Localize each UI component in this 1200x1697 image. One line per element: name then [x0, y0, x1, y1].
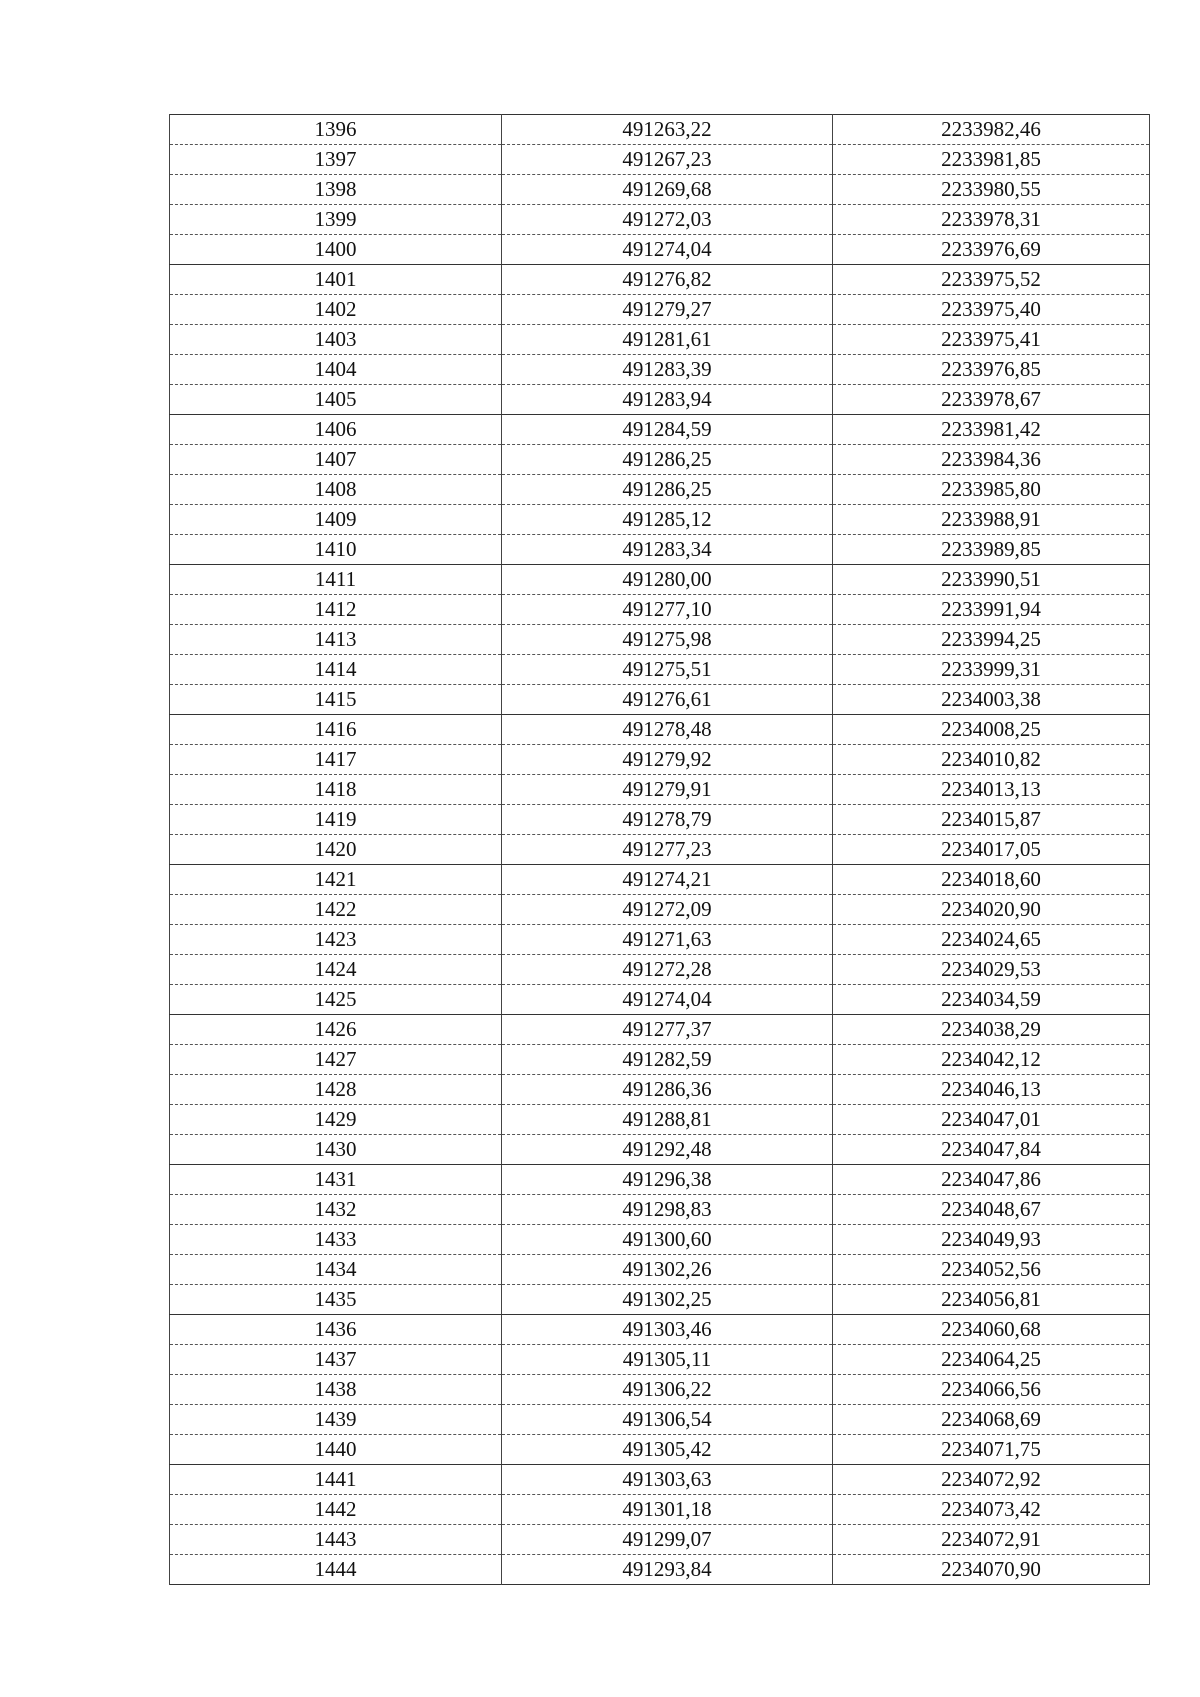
x-coordinate-cell: 491305,42 — [502, 1435, 833, 1465]
point-number-cell: 1407 — [170, 445, 502, 475]
point-number-cell: 1400 — [170, 235, 502, 265]
table-row — [170, 775, 1150, 805]
table-row — [170, 175, 1150, 205]
y-coordinate-cell: 2234017,05 — [833, 835, 1150, 865]
y-coordinate-cell: 2234066,56 — [833, 1375, 1150, 1405]
x-coordinate-cell: 491300,60 — [502, 1225, 833, 1255]
x-coordinate-cell: 491271,63 — [502, 925, 833, 955]
y-coordinate-cell: 2234071,75 — [833, 1435, 1150, 1465]
y-coordinate-cell: 2234052,56 — [833, 1255, 1150, 1285]
x-coordinate-cell: 491282,59 — [502, 1045, 833, 1075]
point-number-cell: 1406 — [170, 415, 502, 445]
y-coordinate-cell: 2233982,46 — [833, 115, 1150, 145]
x-coordinate-cell: 491293,84 — [502, 1555, 833, 1585]
table-row — [170, 1045, 1150, 1075]
point-number-cell: 1438 — [170, 1375, 502, 1405]
x-coordinate-cell: 491274,04 — [502, 985, 833, 1015]
table-row — [170, 595, 1150, 625]
x-coordinate-cell: 491283,94 — [502, 385, 833, 415]
y-coordinate-cell: 2234048,67 — [833, 1195, 1150, 1225]
point-number-cell: 1412 — [170, 595, 502, 625]
point-number-cell: 1432 — [170, 1195, 502, 1225]
point-number-cell: 1414 — [170, 655, 502, 685]
y-coordinate-cell: 2234024,65 — [833, 925, 1150, 955]
y-coordinate-cell: 2233990,51 — [833, 565, 1150, 595]
table-row — [170, 295, 1150, 325]
table-row — [170, 1285, 1150, 1315]
x-coordinate-cell: 491263,22 — [502, 115, 833, 145]
table-row — [170, 115, 1150, 145]
point-number-cell: 1419 — [170, 805, 502, 835]
y-coordinate-cell: 2233988,91 — [833, 505, 1150, 535]
x-coordinate-cell: 491276,61 — [502, 685, 833, 715]
x-coordinate-cell: 491303,46 — [502, 1315, 833, 1345]
table-row — [170, 145, 1150, 175]
point-number-cell: 1421 — [170, 865, 502, 895]
table-row — [170, 325, 1150, 355]
point-number-cell: 1443 — [170, 1525, 502, 1555]
x-coordinate-cell: 491279,92 — [502, 745, 833, 775]
point-number-cell: 1404 — [170, 355, 502, 385]
coordinate-table — [169, 114, 1150, 1585]
point-number-cell: 1397 — [170, 145, 502, 175]
x-coordinate-cell: 491277,37 — [502, 1015, 833, 1045]
y-coordinate-cell: 2233975,52 — [833, 265, 1150, 295]
table-row — [170, 1495, 1150, 1525]
table-row — [170, 1135, 1150, 1165]
point-number-cell: 1426 — [170, 1015, 502, 1045]
x-coordinate-cell: 491275,98 — [502, 625, 833, 655]
point-number-cell: 1440 — [170, 1435, 502, 1465]
y-coordinate-cell: 2234047,86 — [833, 1165, 1150, 1195]
x-coordinate-cell: 491272,03 — [502, 205, 833, 235]
y-coordinate-cell: 2233976,69 — [833, 235, 1150, 265]
x-coordinate-cell: 491277,23 — [502, 835, 833, 865]
point-number-cell: 1431 — [170, 1165, 502, 1195]
y-coordinate-cell: 2233981,42 — [833, 415, 1150, 445]
x-coordinate-cell: 491305,11 — [502, 1345, 833, 1375]
y-coordinate-cell: 2234070,90 — [833, 1555, 1150, 1585]
x-coordinate-cell: 491276,82 — [502, 265, 833, 295]
y-coordinate-cell: 2234018,60 — [833, 865, 1150, 895]
x-coordinate-cell: 491269,68 — [502, 175, 833, 205]
y-coordinate-cell: 2234072,91 — [833, 1525, 1150, 1555]
table-row — [170, 985, 1150, 1015]
x-coordinate-cell: 491280,00 — [502, 565, 833, 595]
table-row — [170, 1075, 1150, 1105]
point-number-cell: 1396 — [170, 115, 502, 145]
table-row — [170, 235, 1150, 265]
x-coordinate-cell: 491284,59 — [502, 415, 833, 445]
table-row — [170, 385, 1150, 415]
point-number-cell: 1441 — [170, 1465, 502, 1495]
y-coordinate-cell: 2233978,67 — [833, 385, 1150, 415]
table-row — [170, 625, 1150, 655]
point-number-cell: 1418 — [170, 775, 502, 805]
y-coordinate-cell: 2234013,13 — [833, 775, 1150, 805]
table-row — [170, 1225, 1150, 1255]
point-number-cell: 1427 — [170, 1045, 502, 1075]
y-coordinate-cell: 2234034,59 — [833, 985, 1150, 1015]
y-coordinate-cell: 2233989,85 — [833, 535, 1150, 565]
table-row — [170, 205, 1150, 235]
point-number-cell: 1416 — [170, 715, 502, 745]
x-coordinate-cell: 491303,63 — [502, 1465, 833, 1495]
y-coordinate-cell: 2234015,87 — [833, 805, 1150, 835]
table-row — [170, 805, 1150, 835]
table-row — [170, 895, 1150, 925]
y-coordinate-cell: 2234049,93 — [833, 1225, 1150, 1255]
y-coordinate-cell: 2233994,25 — [833, 625, 1150, 655]
y-coordinate-cell: 2234073,42 — [833, 1495, 1150, 1525]
y-coordinate-cell: 2233999,31 — [833, 655, 1150, 685]
table-row — [170, 565, 1150, 595]
point-number-cell: 1444 — [170, 1555, 502, 1585]
table-row — [170, 1315, 1150, 1345]
point-number-cell: 1442 — [170, 1495, 502, 1525]
y-coordinate-cell: 2234020,90 — [833, 895, 1150, 925]
y-coordinate-cell: 2234010,82 — [833, 745, 1150, 775]
point-number-cell: 1437 — [170, 1345, 502, 1375]
y-coordinate-cell: 2234047,01 — [833, 1105, 1150, 1135]
y-coordinate-cell: 2233980,55 — [833, 175, 1150, 205]
y-coordinate-cell: 2234064,25 — [833, 1345, 1150, 1375]
table-row — [170, 835, 1150, 865]
coordinate-table-body — [170, 115, 1150, 1585]
y-coordinate-cell: 2233975,41 — [833, 325, 1150, 355]
table-row — [170, 1405, 1150, 1435]
y-coordinate-cell: 2234003,38 — [833, 685, 1150, 715]
point-number-cell: 1403 — [170, 325, 502, 355]
point-number-cell: 1433 — [170, 1225, 502, 1255]
x-coordinate-cell: 491298,83 — [502, 1195, 833, 1225]
table-row — [170, 1525, 1150, 1555]
x-coordinate-cell: 491286,36 — [502, 1075, 833, 1105]
x-coordinate-cell: 491274,04 — [502, 235, 833, 265]
table-row — [170, 745, 1150, 775]
y-coordinate-cell: 2233985,80 — [833, 475, 1150, 505]
x-coordinate-cell: 491267,23 — [502, 145, 833, 175]
y-coordinate-cell: 2234056,81 — [833, 1285, 1150, 1315]
point-number-cell: 1420 — [170, 835, 502, 865]
x-coordinate-cell: 491283,39 — [502, 355, 833, 385]
x-coordinate-cell: 491272,28 — [502, 955, 833, 985]
table-row — [170, 685, 1150, 715]
x-coordinate-cell: 491301,18 — [502, 1495, 833, 1525]
y-coordinate-cell: 2233975,40 — [833, 295, 1150, 325]
point-number-cell: 1424 — [170, 955, 502, 985]
table-row — [170, 475, 1150, 505]
y-coordinate-cell: 2234068,69 — [833, 1405, 1150, 1435]
point-number-cell: 1439 — [170, 1405, 502, 1435]
table-row — [170, 1435, 1150, 1465]
point-number-cell: 1417 — [170, 745, 502, 775]
x-coordinate-cell: 491278,48 — [502, 715, 833, 745]
table-row — [170, 715, 1150, 745]
x-coordinate-cell: 491281,61 — [502, 325, 833, 355]
x-coordinate-cell: 491302,25 — [502, 1285, 833, 1315]
table-row — [170, 1555, 1150, 1585]
y-coordinate-cell: 2234072,92 — [833, 1465, 1150, 1495]
table-row — [170, 865, 1150, 895]
y-coordinate-cell: 2234029,53 — [833, 955, 1150, 985]
x-coordinate-cell: 491278,79 — [502, 805, 833, 835]
table-row — [170, 505, 1150, 535]
point-number-cell: 1399 — [170, 205, 502, 235]
table-row — [170, 415, 1150, 445]
point-number-cell: 1402 — [170, 295, 502, 325]
x-coordinate-cell: 491283,34 — [502, 535, 833, 565]
table-row — [170, 1255, 1150, 1285]
point-number-cell: 1398 — [170, 175, 502, 205]
table-row — [170, 355, 1150, 385]
x-coordinate-cell: 491275,51 — [502, 655, 833, 685]
x-coordinate-cell: 491279,27 — [502, 295, 833, 325]
table-row — [170, 1105, 1150, 1135]
x-coordinate-cell: 491274,21 — [502, 865, 833, 895]
point-number-cell: 1430 — [170, 1135, 502, 1165]
table-row — [170, 1165, 1150, 1195]
point-number-cell: 1435 — [170, 1285, 502, 1315]
x-coordinate-cell: 491306,54 — [502, 1405, 833, 1435]
x-coordinate-cell: 491296,38 — [502, 1165, 833, 1195]
table-row — [170, 955, 1150, 985]
x-coordinate-cell: 491299,07 — [502, 1525, 833, 1555]
point-number-cell: 1428 — [170, 1075, 502, 1105]
table-row — [170, 265, 1150, 295]
point-number-cell: 1409 — [170, 505, 502, 535]
y-coordinate-cell: 2234047,84 — [833, 1135, 1150, 1165]
point-number-cell: 1415 — [170, 685, 502, 715]
x-coordinate-cell: 491285,12 — [502, 505, 833, 535]
y-coordinate-cell: 2234008,25 — [833, 715, 1150, 745]
table-row — [170, 1375, 1150, 1405]
y-coordinate-cell: 2234046,13 — [833, 1075, 1150, 1105]
x-coordinate-cell: 491277,10 — [502, 595, 833, 625]
y-coordinate-cell: 2234038,29 — [833, 1015, 1150, 1045]
point-number-cell: 1429 — [170, 1105, 502, 1135]
y-coordinate-cell: 2234042,12 — [833, 1045, 1150, 1075]
x-coordinate-cell: 491306,22 — [502, 1375, 833, 1405]
y-coordinate-cell: 2233981,85 — [833, 145, 1150, 175]
x-coordinate-cell: 491279,91 — [502, 775, 833, 805]
table-row — [170, 1465, 1150, 1495]
y-coordinate-cell: 2233976,85 — [833, 355, 1150, 385]
y-coordinate-cell: 2233984,36 — [833, 445, 1150, 475]
point-number-cell: 1434 — [170, 1255, 502, 1285]
table-row — [170, 535, 1150, 565]
table-row — [170, 655, 1150, 685]
point-number-cell: 1436 — [170, 1315, 502, 1345]
point-number-cell: 1408 — [170, 475, 502, 505]
point-number-cell: 1410 — [170, 535, 502, 565]
point-number-cell: 1425 — [170, 985, 502, 1015]
point-number-cell: 1423 — [170, 925, 502, 955]
x-coordinate-cell: 491286,25 — [502, 445, 833, 475]
table-row — [170, 1345, 1150, 1375]
x-coordinate-cell: 491292,48 — [502, 1135, 833, 1165]
point-number-cell: 1413 — [170, 625, 502, 655]
point-number-cell: 1411 — [170, 565, 502, 595]
table-row — [170, 925, 1150, 955]
y-coordinate-cell: 2233991,94 — [833, 595, 1150, 625]
y-coordinate-cell: 2234060,68 — [833, 1315, 1150, 1345]
table-row — [170, 1195, 1150, 1225]
x-coordinate-cell: 491286,25 — [502, 475, 833, 505]
point-number-cell: 1401 — [170, 265, 502, 295]
point-number-cell: 1422 — [170, 895, 502, 925]
x-coordinate-cell: 491288,81 — [502, 1105, 833, 1135]
table-row — [170, 1015, 1150, 1045]
x-coordinate-cell: 491272,09 — [502, 895, 833, 925]
x-coordinate-cell: 491302,26 — [502, 1255, 833, 1285]
y-coordinate-cell: 2233978,31 — [833, 205, 1150, 235]
point-number-cell: 1405 — [170, 385, 502, 415]
table-row — [170, 445, 1150, 475]
